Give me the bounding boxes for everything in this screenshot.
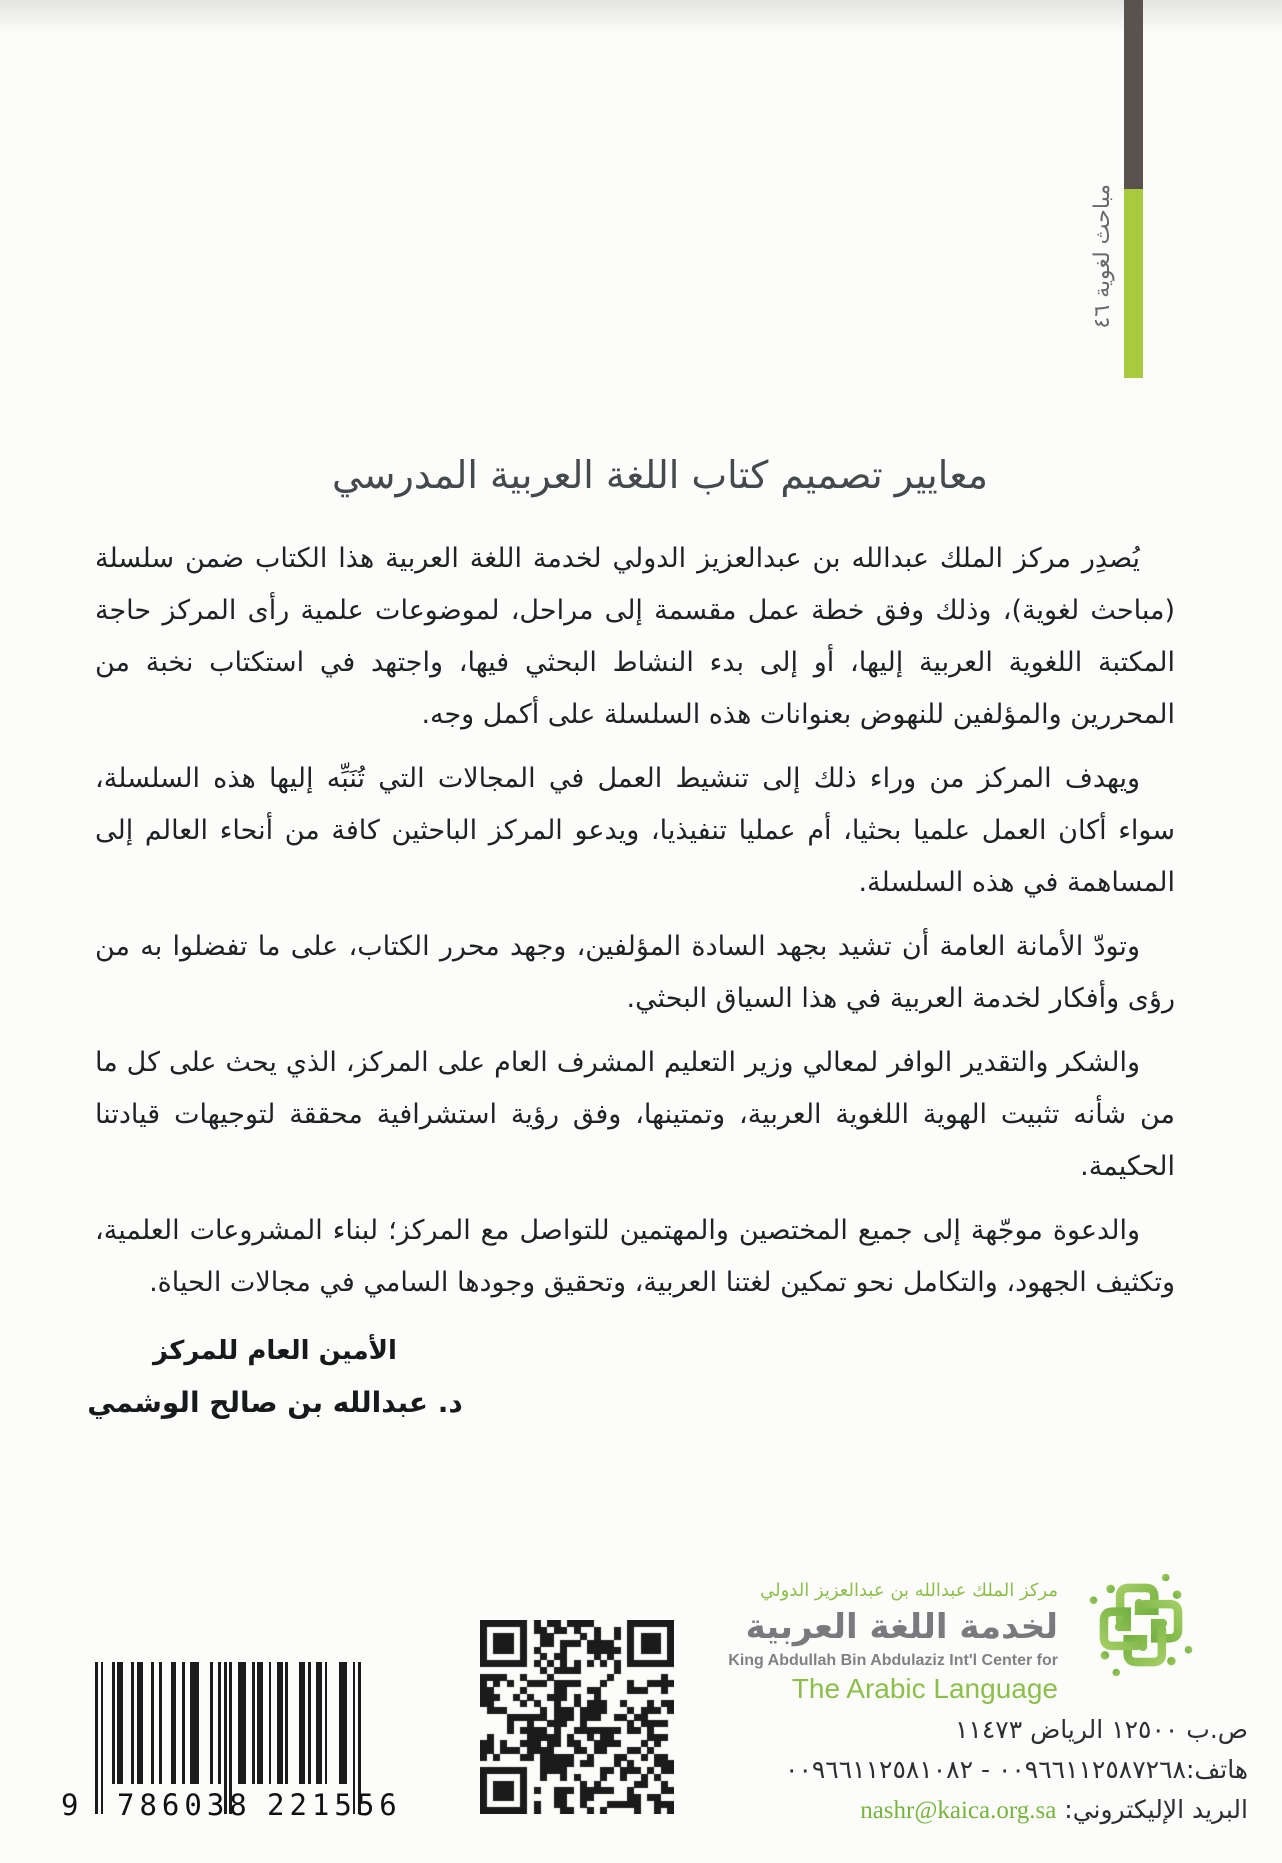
body-paragraph: يُصدِر مركز الملك عبدالله بن عبدالعزيز الدولي لخدمة اللغة العربية هذا الكتاب ضمن سلسلة (مباحث لغوية)، وذلك وفق خطة عمل مقسمة إلى مراحل، لموضوعات علمية رأى المركز حاجة المكتبة اللغوية العربية إليها، أو إلى بدء النشاط البحثي فيها، واجتهد في استكتاب نخبة من المحررين والمؤلفين للنهوض بعنوانات هذه السلسلة على أكمل وجه. <box>95 543 1175 730</box>
spine-bar-green <box>1124 189 1143 378</box>
qr-code <box>480 1620 674 1814</box>
body-paragraph: والدعوة موجّهة إلى جميع المختصين والمهتمين للتواصل مع المركز؛ لبناء المشروعات العلمية، وتكثيف الجهود، والتكامل نحو تمكين لغتنا العربية، وتحقيق وجودها السامي في مجالات الحياة. <box>95 1215 1175 1298</box>
signature-block <box>85 1336 465 1419</box>
spine-bar-dark <box>1124 0 1143 189</box>
isbn-digit-lead: 9 <box>61 1788 79 1822</box>
barcode-digits <box>55 1788 423 1822</box>
series-label: مباحث لغوية ٤٦ <box>1090 184 1115 329</box>
publisher-logo-icon <box>1084 1568 1198 1682</box>
contact-phone: هاتف:٠٠٩٦٦١١٢٥٨٧٢٦٨ - ٠٠٩٦٦١١٢٥٨١٠٨٢ <box>785 1755 1248 1784</box>
publisher-name-en-big: The Arabic Language <box>791 1673 1058 1704</box>
publisher-name-en-small: King Abdullah Bin Abdulaziz Int'l Center for <box>728 1652 1058 1669</box>
book-title: معايير تصميم كتاب اللغة العربية المدرسي <box>331 453 989 498</box>
isbn-barcode <box>55 1662 423 1824</box>
contact-email-label: البريد الإليكتروني: <box>1064 1795 1248 1824</box>
contact-email-address: nashr@kaica.org.sa <box>860 1797 1057 1824</box>
signature-name: د. عبدالله بن صالح الوشمي <box>87 1386 463 1419</box>
publisher-name-ar-small: مركز الملك عبدالله بن عبدالعزيز الدولي <box>760 1580 1058 1601</box>
publisher-name-ar-big: لخدمة اللغة العربية <box>745 1607 1058 1647</box>
isbn-digits-right: 221556 <box>267 1788 402 1822</box>
body-paragraph: والشكر والتقدير الوافر لمعالي وزير التعليم المشرف العام على المركز، الذي يحث على كل ما من شأنه تثبيت الهوية اللغوية العربية، وتمتينها، وفق رؤية استشرافية محققة لتوجيهات قيادتنا الحكيمة. <box>95 1047 1175 1182</box>
body-paragraph: وتودّ الأمانة العامة أن تشيد بجهد السادة المؤلفين، وجهد محرر الكتاب، على ما تفضلوا به من رؤى وأفكار لخدمة العربية في هذا السياق البحثي. <box>95 931 1175 1014</box>
contact-email-line <box>688 1790 1248 1831</box>
contact-block <box>688 1710 1248 1831</box>
publisher-wordmark <box>638 1578 1058 1706</box>
contact-pobox: ص.ب ١٢٥٠٠ الرياض ١١٤٧٣ <box>955 1715 1248 1744</box>
isbn-digits-left: 786038 <box>117 1788 252 1822</box>
body-paragraph: ويهدف المركز من وراء ذلك إلى تنشيط العمل في المجالات التي تُنَبِّه إليها هذه السلسلة، سواء أكان العمل علميا بحثيا، أم عمليا تنفيذيا، ويدعو المركز الباحثين كافة من أنحاء العالم إلى المساهمة في هذه السلسلة. <box>95 763 1175 898</box>
signature-role: الأمين العام للمركز <box>153 1336 397 1366</box>
scan-shade <box>0 0 1282 34</box>
body-text <box>95 533 1175 1321</box>
